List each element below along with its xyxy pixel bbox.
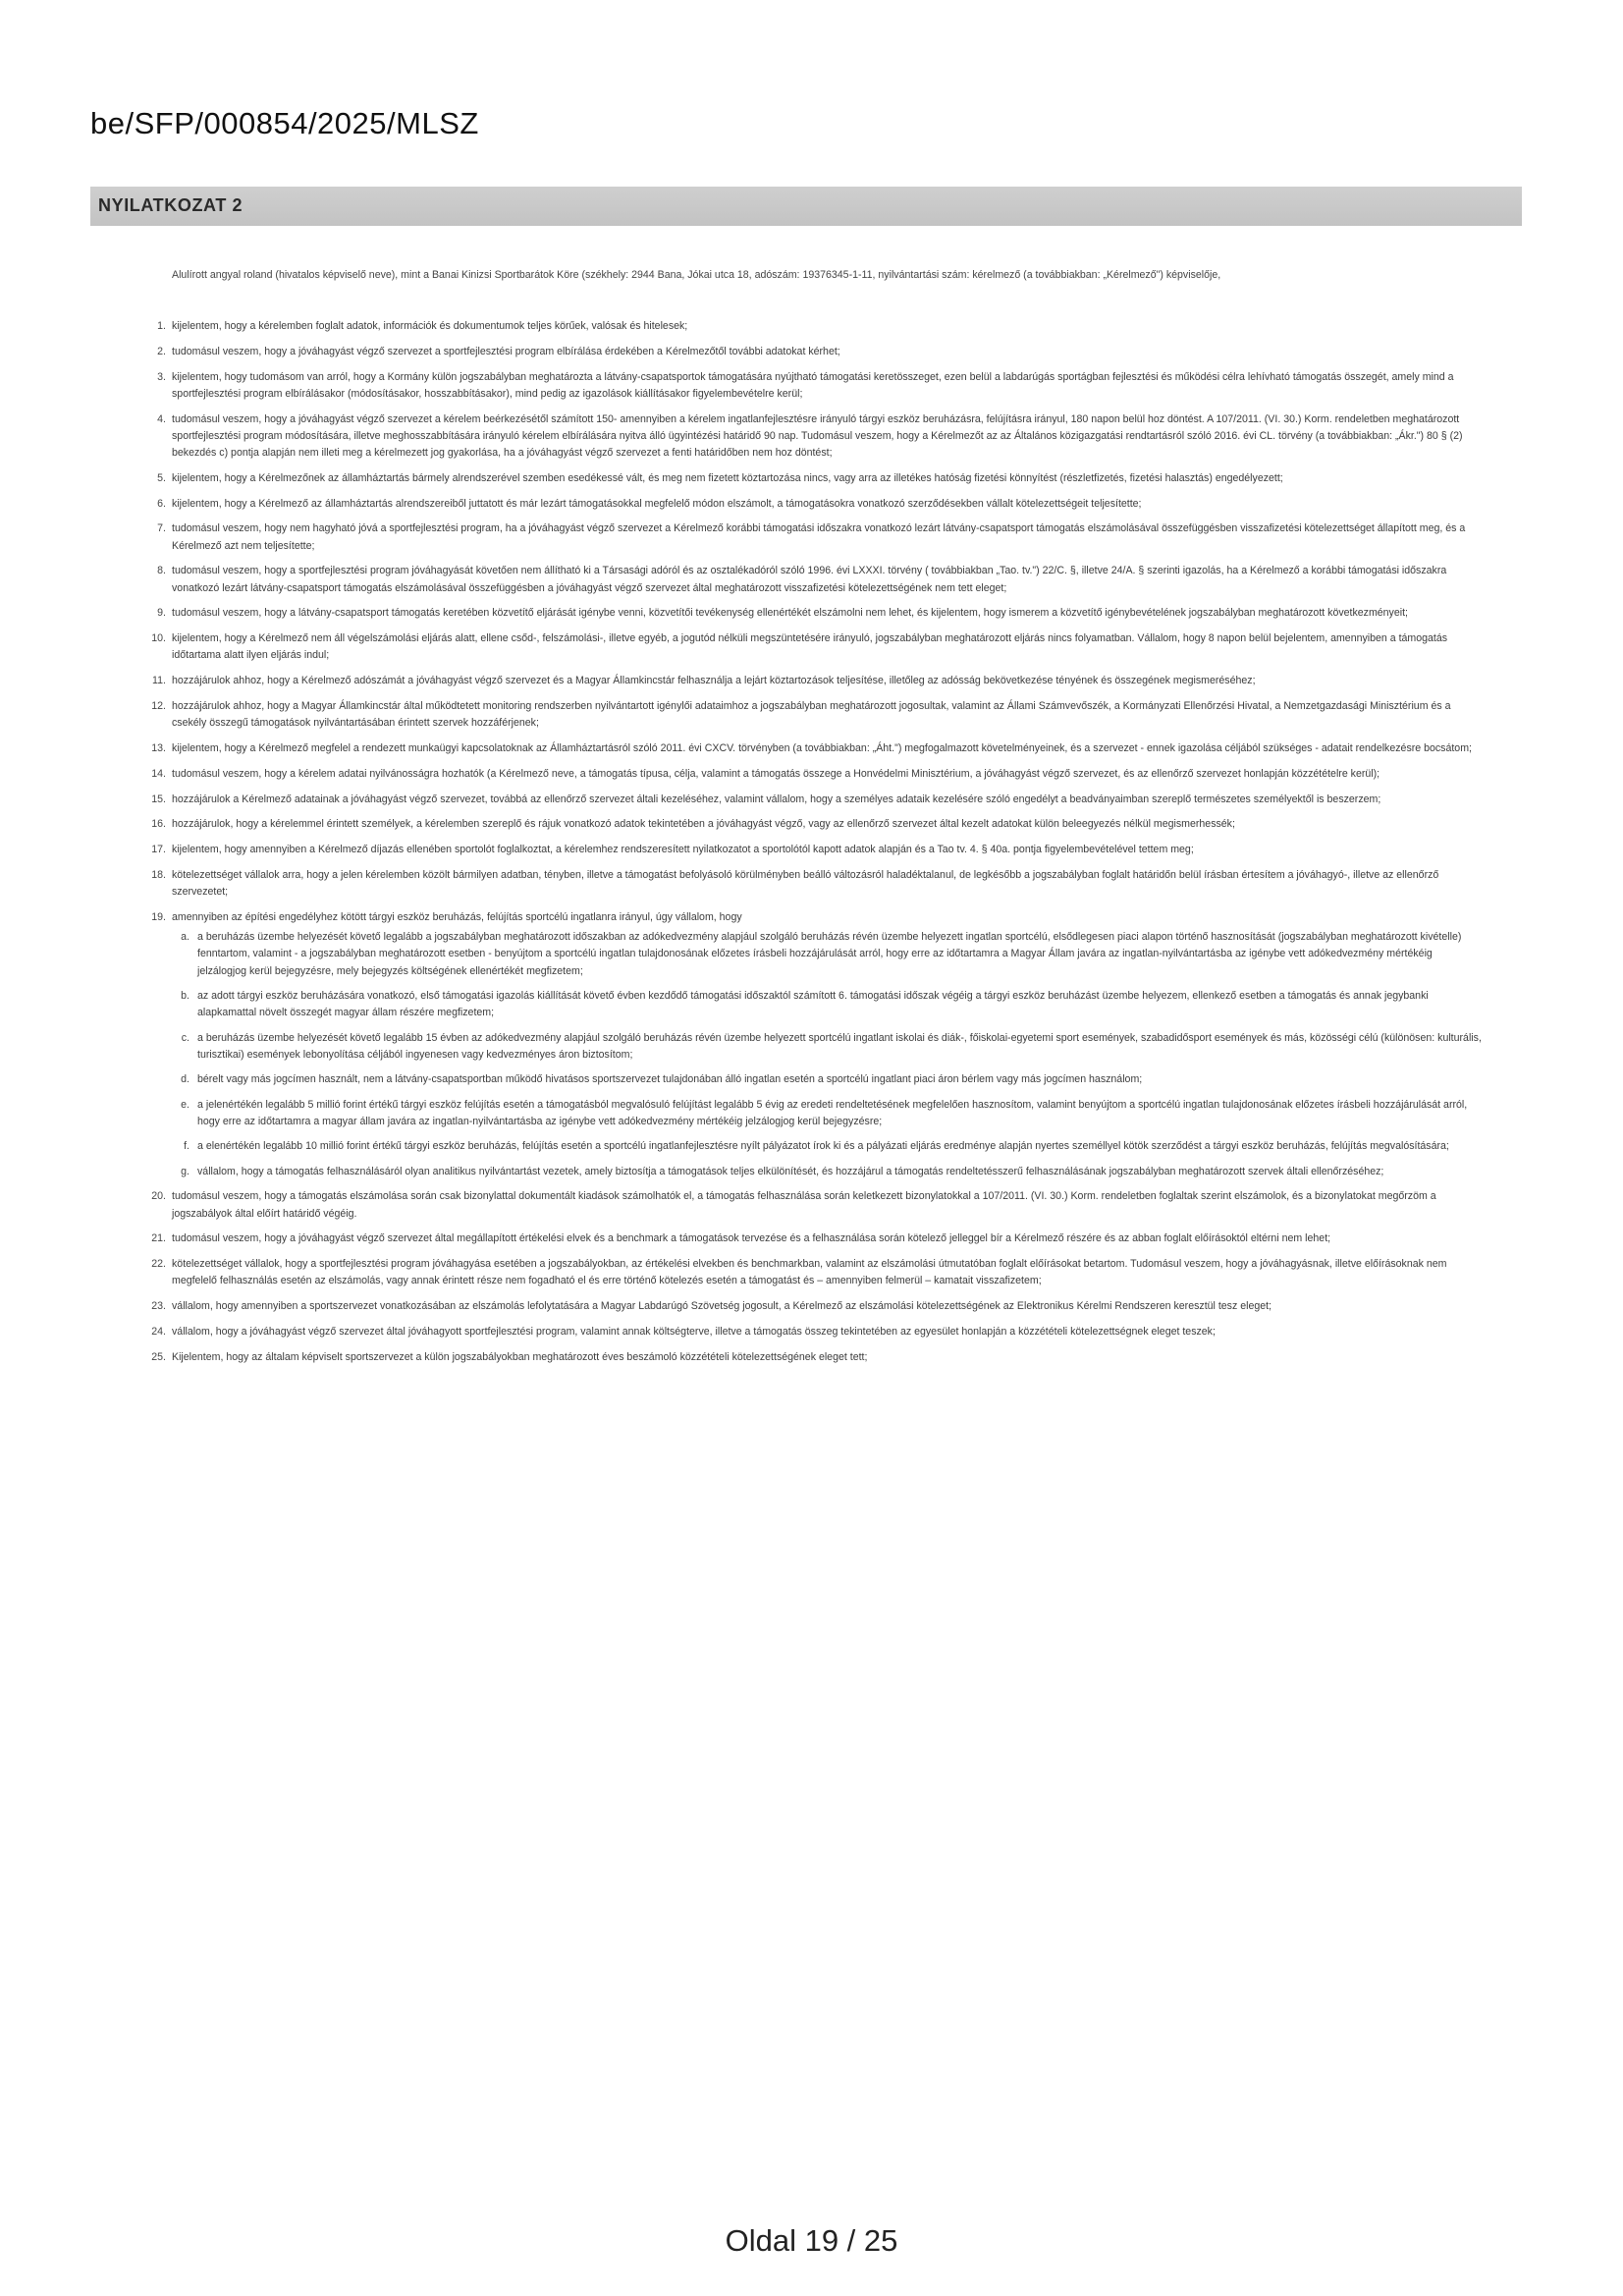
declaration-item xyxy=(133,909,1483,1180)
declaration-item-text: tudomásul veszem, hogy a jóváhagyást végző szervezet a kérelem beérkezésétől számított 150- amennyiben a kérelem ingatlanfejlesztésre irányuló tárgyi eszköz beruházásra, felújításra irányul, 180 napon belül hoz döntést. A 107/2011. (VI. 30.) Korm. rendeletben meghatározott sportfejlesztési program módosítására, illetve meghosszabbítására irányuló kérelem elbírálására nyitva álló ügyintézési határidő 90 nap. Tudomásul veszem, hogy a Kérelmezőt az az Általános közigazgatási rendtartásról szóló 2016. évi CL. törvény (a továbbiakban: „Ákr.") 80 § (2) bekezdés c) pontja alapján nem illeti meg a kérelmezett jog gyakorlása, ha a jóváhagyást végző szervezet a fenti határidőben nem hoz döntést; xyxy=(172,412,1463,459)
declaration-item xyxy=(133,1230,1483,1247)
declaration-subitem-text: bérelt vagy más jogcímen használt, nem a látvány-csapatsportban működő hivatásos sportszervezet tulajdonában álló ingatlan esetén a sportcélú ingatlant piaci áron bérlem vagy más jogcímen használom; xyxy=(197,1073,1143,1086)
declaration-item-text: kötelezettséget vállalok arra, hogy a jelen kérelemben közölt bármilyen adatban, tényben, illetve a támogatást befolyásoló körülményben beálló változásról haladéktalanul, de legkésőbb a jogszabályban foglalt határidőn belül írásban értesítem a jóváhagyó-, illetve az ellenőrző szervezetet; xyxy=(172,868,1439,899)
declaration-item-text: tudomásul veszem, hogy a támogatás elszámolása során csak bizonylattal dokumentált kiadások számolhatók el, a támogatás felhasználása során keletkezett bizonylatokkal a 107/2011. (VI. 30.) Korm. rendeletben foglaltak szerint elszámolok, és a bizonylatokat megőrzöm a jogszabályok által előírt határidő végéig. xyxy=(172,1190,1436,1220)
declaration-item-number: 19. xyxy=(151,910,166,923)
declaration-subitem-text: az adott tárgyi eszköz beruházására vonatkozó, első támogatási igazolás kiállítását követő évben kezdődő támogatási időszaktól számított 6. támogatási időszak végéig a tárgyi eszköz beruházást üzembe helyezem, ellenkező esetben a támogatás és annak jegybanki alapkamattal növelt összegét magyar állam részére megfizetem; xyxy=(197,989,1429,1019)
section-title: NYILATKOZAT 2 xyxy=(98,195,243,215)
declaration-item xyxy=(133,867,1483,901)
document-reference-number: be/SFP/000854/2025/MLSZ xyxy=(90,106,479,140)
declaration-item xyxy=(133,1188,1483,1222)
declaration-subitem xyxy=(172,929,1483,980)
declaration-item xyxy=(133,740,1483,757)
declaration-item-text: amennyiben az építési engedélyhez kötött tárgyi eszköz beruházás, felújítás sportcélú ingatlanra irányul, úgy vállalom, hogy xyxy=(172,910,742,923)
declaration-item-text: kijelentem, hogy a Kérelmező nem áll végelszámolási eljárás alatt, ellene csőd-, felszámolási-, illetve egyéb, a jogutód nélküli megszüntetésére irányuló, jogszabályban meghatározott eljárás nincs folyamatban. Vállalom, hogy 8 napon belül bejelentem, amennyiben a támogatás időtartama alatt ilyen eljárás indul; xyxy=(172,632,1448,662)
declaration-item xyxy=(133,318,1483,335)
declaration-item-text: tudomásul veszem, hogy a jóváhagyást végző szervezet által megállapított értékelési elvek és a benchmark a támogatások tervezése és a felhasználása során kötelező jelleggel bír a Kérelmező részére és az abban foglalt előírásoktól eltérni nem lehet; xyxy=(172,1232,1331,1245)
declaration-item xyxy=(133,766,1483,783)
declaration-item xyxy=(133,698,1483,732)
declaration-item-number: 3. xyxy=(157,370,166,383)
declaration-item xyxy=(133,792,1483,808)
declaration-item-number: 16. xyxy=(151,818,166,831)
declaration-item xyxy=(133,1324,1483,1340)
declaration-item-number: 11. xyxy=(152,675,166,687)
declaration-subitem-text: vállalom, hogy a támogatás felhasználásáról olyan analitikus nyilvántartást vezetek, amely biztosítja a támogatások teljes elkülönítését, és hozzájárul a támogatás rendeltetésszerű felhasználásának jogszabályban meghatározott szervek általi ellenőrzéséhez; xyxy=(197,1165,1384,1177)
declaration-subitem-letter: g. xyxy=(181,1165,189,1177)
declaration-item-text: kötelezettséget vállalok, hogy a sportfejlesztési program jóváhagyása esetében a jogszabályokban, az értékelési elvekben és benchmarkban, valamint az elszámolási útmutatóban foglalt előírásokat betartom. Tudomásul veszem, hogy a jóváhagyásnak, illetve előírásoknak nem megfelelő felhasználás esetén az elszámolás, vagy annak érintett része nem fogadható el és erre történő kötelezés esetén a támogatást és – amennyiben felmerül – kamatait visszafizetem; xyxy=(172,1258,1447,1287)
declaration-item-text: kijelentem, hogy tudomásom van arról, hogy a Kormány külön jogszabályban meghatározta a látvány-csapatsportok támogatására nyújtható támogatási keretösszeget, ezen belül a labdarúgás sportágban fejlesztési és működési célra lehívható támogatás összegét, amely mind a sportfejlesztési program elbírálásakor (módosításakor, hosszabbításakor), mind pedig az igazolások kiállításakor figyelembevételre kerül; xyxy=(172,370,1454,400)
declaration-item-text: hozzájárulok ahhoz, hogy a Magyar Államkincstár által működtetett monitoring rendszerben nyilvántartott igénylői adataimhoz a jogszabályban meghatározott jogosultak, valamint az Állami Számvevőszék, a Kormányzati Ellenőrzési Hivatal, a Nemzetgazdasági Minisztérium és a csekély összegű támogatások nyilvántartásában érintett szervek hozzáférjenek; xyxy=(172,699,1451,730)
declaration-item-number: 15. xyxy=(151,793,166,805)
declaration-item-text: hozzájárulok, hogy a kérelemmel érintett személyek, a kérelemben szereplő és rájuk vonatkozó adatok tekintetében a jóváhagyást végző, vagy az ellenőrző szervezet által kezelt adatokat külön beleegyezés nélkül megismerhessék; xyxy=(172,818,1235,831)
declaration-subitem xyxy=(172,1097,1483,1130)
declaration-subitem-text: a beruházás üzembe helyezését követő legalább a jogszabályban meghatározott időszakban az adókedvezmény alapjául szolgáló beruházás révén üzembe helyezett ingatlan sportcélú, elsődlegesen piaci alapon történő hasznosítását (jogszabályban meghatározott kivételle) fenntartom, valamint - a jogszabályban meghatározott esetben - benyújtom a sportcélú ingatlan tulajdonosának előzetes írásbeli hozzájárulását arról, hogy erre az időtartamra a Magyar Állam javára az ingatlan-nyilvántartásba az igénybe vett adókedvezmény mértékéig jelzálogjog kerül bejegyzésre, mely bejegyzés költségének ellenértékét megfizetem; xyxy=(197,931,1462,977)
declaration-item-number: 2. xyxy=(157,345,166,357)
declaration-item-text: tudomásul veszem, hogy a sportfejlesztési program jóváhagyását követően nem állítható ki a Társasági adóról és az osztalékadóról szóló 1996. évi LXXXI. törvény ( továbbiakban „Tao. tv.") 22/C. §, illetve 24/A. § szerinti igazolás, ha a Kérelmező a korábbi támogatási időszakra vonatkozó lezárt látvány-csapatsport támogatás elszámolásával összefüggésben a jóváhagyást végző szervezet által meghatározott visszafizetési kötelezettségének nem tett eleget; xyxy=(172,565,1447,594)
declaration-item-number: 25. xyxy=(151,1350,166,1363)
declaration-item-number: 12. xyxy=(151,699,166,712)
declaration-subitem xyxy=(172,1164,1483,1180)
page-number: Oldal 19 / 25 xyxy=(725,2223,898,2258)
declaration-item-number: 21. xyxy=(151,1232,166,1245)
declaration-item-number: 13. xyxy=(151,741,166,754)
declaration-item-number: 4. xyxy=(157,412,166,425)
declaration-item xyxy=(133,1256,1483,1289)
declaration-item-text: tudomásul veszem, hogy a kérelem adatai nyilvánosságra hozhatók (a Kérelmező neve, a támogatás típusa, célja, valamint a támogatás összege a Honvédelmi Minisztérium, a jóváhagyást végző szervezet, és az ellenőrző szervezet honlapján közzétételre kerül); xyxy=(172,767,1380,780)
declaration-item-text: hozzájárulok a Kérelmező adatainak a jóváhagyást végző szervezet, továbbá az ellenőrző szervezet általi kezeléséhez, valamint vállalom, hogy a személyes adataik kezelésére szóló engedélyt a beadványaimban szereplő természetes személyektől is beszerzem; xyxy=(172,793,1381,805)
declaration-item xyxy=(133,673,1483,689)
declaration-item xyxy=(133,1349,1483,1366)
declaration-item xyxy=(133,842,1483,858)
declaration-item-text: tudomásul veszem, hogy nem hagyható jóvá a sportfejlesztési program, ha a jóváhagyást végző szervezet a Kérelmező korábbi támogatási időszakra vonatkozó lezárt látvány-csapatsport támogatás elszámolásával összefüggésben visszafizetési kötelezettséget állapított meg, és a Kérelmező azt nem teljesítette; xyxy=(172,522,1466,552)
declaration-item-number: 20. xyxy=(151,1190,166,1203)
declaration-subitem xyxy=(172,1030,1483,1064)
declaration-item xyxy=(133,344,1483,360)
declaration-subitem-text: a jelenértékén legalább 5 millió forint értékű tárgyi eszköz felújítás esetén a támogatásból megvalósuló felújítást legalább 5 évig az eredeti rendeltetésének megfelelően hasznosítom, valamint benyújtom a sportcélú ingatlan tulajdonosának előzetes írásbeli hozzájárulását arról, hogy erre az időtartamra a magyar állam javára az ingatlan-nyilvántartásba az igénybe vett adókedvezmény mértékéig jelzálogjog kerül bejegyzésre; xyxy=(197,1098,1468,1127)
declaration-item xyxy=(133,520,1483,554)
intro-paragraph: Alulírott angyal roland (hivatalos képviselő neve), mint a Banai Kinizsi Sportbarátok Köre (székhely: 2944 Bana, Jókai utca 18, adószám: 19376345-1-11, nyilvántartási szám: kérelmező (a továbbiakban: „Kérelmező") képviselője, xyxy=(172,269,1221,281)
section-header-band xyxy=(90,187,1522,226)
declaration-item-number: 6. xyxy=(157,497,166,510)
declaration-subitem-letter: f. xyxy=(184,1140,189,1153)
declaration-subitem xyxy=(172,1071,1483,1088)
declaration-item-number: 7. xyxy=(157,522,166,535)
declaration-item-number: 24. xyxy=(151,1325,166,1338)
declaration-item-number: 8. xyxy=(157,565,166,577)
declaration-item-number: 22. xyxy=(151,1258,166,1271)
declaration-item-number: 14. xyxy=(151,767,166,780)
declaration-item-text: Kijelentem, hogy az általam képviselt sportszervezet a külön jogszabályokban meghatározott éves beszámoló közzétételi kötelezettségének eleget tett; xyxy=(172,1350,868,1363)
declaration-subitem-letter: b. xyxy=(181,989,189,1002)
declaration-item-text: kijelentem, hogy amennyiben a Kérelmező díjazás ellenében sportolót foglalkoztat, a kérelemhez rendszeresített nyilatkozatot a sportolótól kapott adatok alapján és a Tao tv. 4. § 40a. pontja figyelembevételével tettem meg; xyxy=(172,844,1194,856)
declaration-item-number: 1. xyxy=(157,320,166,332)
declaration-item-number: 10. xyxy=(151,632,166,645)
declaration-subitem xyxy=(172,1138,1483,1155)
declaration-item-text: tudomásul veszem, hogy a jóváhagyást végző szervezet a sportfejlesztési program elbírálása érdekében a Kérelmezőtől további adatokat kérhet; xyxy=(172,345,840,357)
declaration-subitem-letter: a. xyxy=(181,931,189,944)
declaration-item-text: kijelentem, hogy a kérelemben foglalt adatok, információk és dokumentumok teljes körűek, valósak és hitelesek; xyxy=(172,320,688,332)
declaration-item xyxy=(133,563,1483,596)
declaration-item xyxy=(133,630,1483,664)
declaration-subitem-letter: c. xyxy=(181,1031,189,1044)
declaration-list xyxy=(133,318,1483,1375)
declaration-subitem-text: a elenértékén legalább 10 millió forint értékű tárgyi eszköz beruházás, felújítás esetén a sportcélú ingatlanfejlesztésre nyílt pályázatot írok ki és a pályázati eljárás eredménye alapján nyertes személlyel kötök szerződést a tárgyi eszköz beruházás, felújítás megvalósítására; xyxy=(197,1140,1449,1153)
declaration-subitem-letter: e. xyxy=(181,1098,189,1111)
declaration-item-number: 18. xyxy=(151,868,166,881)
declaration-item-number: 9. xyxy=(157,607,166,620)
declaration-subitem-text: a beruházás üzembe helyezését követő legalább 15 évben az adókedvezmény alapjául szolgáló beruházás révén üzembe helyezett sportcélú ingatlant iskolai és diák-, főiskolai-egyetemi sport események, szabadidősport események és más, közösségi célú (különösen: kulturális, turisztikai) események lebonyolítása céljából ingyenesen vagy kedvezményes áron biztosítom; xyxy=(197,1031,1482,1061)
declaration-item-text: kijelentem, hogy a Kérelmezőnek az államháztartás bármely alrendszerével szemben esedékessé vált, és meg nem fizetett köztartozása nincs, vagy arra az illetékes hatóság fizetési könnyítést (részletfizetés, fizetési halasztás) engedélyezett; xyxy=(172,471,1283,484)
declaration-item xyxy=(133,605,1483,622)
declaration-item-number: 23. xyxy=(151,1300,166,1313)
declaration-item-number: 17. xyxy=(151,844,166,856)
declaration-item-text: tudomásul veszem, hogy a látvány-csapatsport támogatás keretében közvetítő eljárását igénybe venni, közvetítői tevékenység ellenértékét elszámolni nem lehet, és kijelentem, hogy ismerem a közvetítő igénybevételének jogszabályban meghatározott következményeit; xyxy=(172,607,1408,620)
declaration-item xyxy=(133,816,1483,833)
declaration-subitem-letter: d. xyxy=(181,1073,189,1086)
declaration-subitem-list xyxy=(172,929,1483,1180)
declaration-item-text: vállalom, hogy amennyiben a sportszervezet vonatkozásában az elszámolás lefolytatására a Magyar Labdarúgó Szövetség jogosult, a Kérelmező az elszámolási kötelezettségének az Elektronikus Kérelmi Rendszeren keresztül tesz eleget; xyxy=(172,1300,1271,1313)
declaration-item-text: hozzájárulok ahhoz, hogy a Kérelmező adószámát a jóváhagyást végző szervezet és a Magyar Államkincstár felhasználja a lejárt köztartozások teljesítése, illetőleg az adósság bekövetkezése tényének és összegének megismeréséhez; xyxy=(172,675,1256,687)
declaration-item-number: 5. xyxy=(157,471,166,484)
declaration-item-text: kijelentem, hogy a Kérelmező az államháztartás alrendszereiből juttatott és már lezárt támogatásokkal megfelelő módon elszámolt, a támogatásokra vonatkozó szerződésekben vállalt kötelezettségeit teljesítette; xyxy=(172,497,1142,510)
declaration-item xyxy=(133,470,1483,487)
declaration-item xyxy=(133,1298,1483,1315)
declaration-item xyxy=(133,496,1483,513)
declaration-item xyxy=(133,369,1483,403)
declaration-item-text: kijelentem, hogy a Kérelmező megfelel a rendezett munkaügyi kapcsolatoknak az Államháztartásról szóló 2011. évi CXCV. törvényben (a továbbiakban: „Áht.") megfogalmazott követelményeinek, és a szervezet - ennek igazolása céljából szükséges - adatait rendelkezésre bocsátom; xyxy=(172,741,1472,754)
declaration-subitem xyxy=(172,988,1483,1021)
declaration-item xyxy=(133,411,1483,463)
declaration-item-text: vállalom, hogy a jóváhagyást végző szervezet által jóváhagyott sportfejlesztési program, valamint annak költségterve, illetve a támogatás összeg tekintetében az egyesület honlapján a közzétételi kötelezettségnek eleget teszek; xyxy=(172,1325,1216,1338)
